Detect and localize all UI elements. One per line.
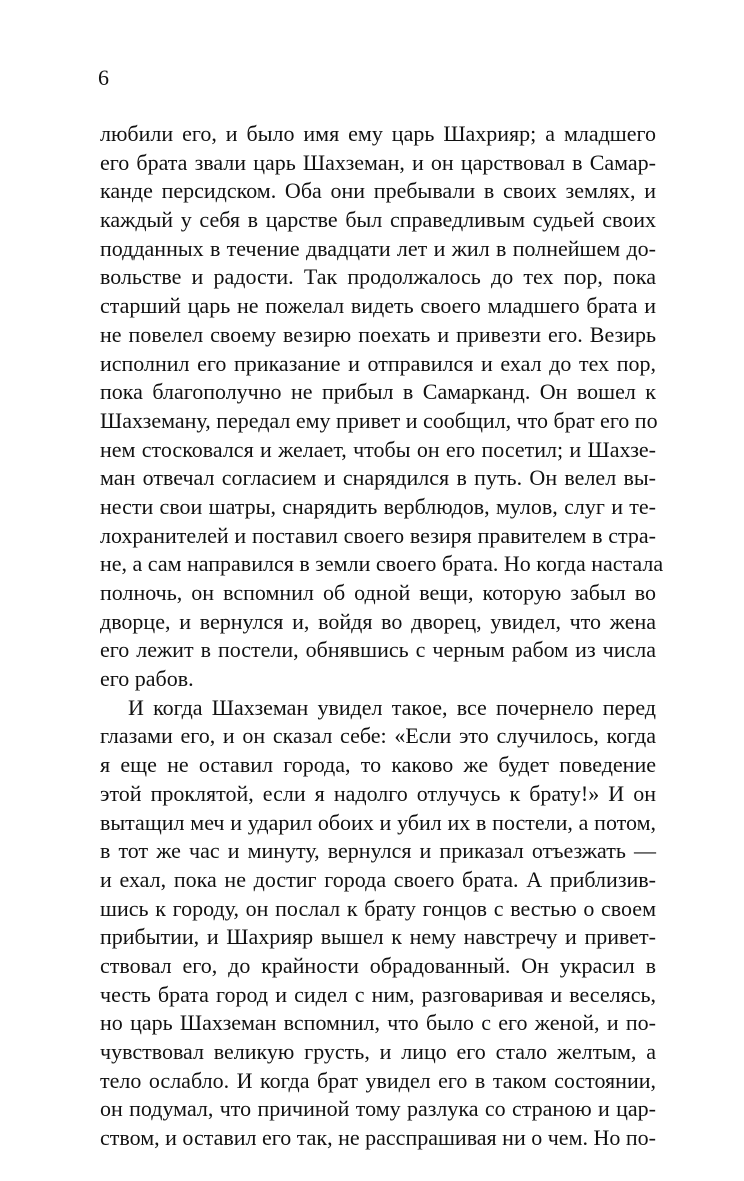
text-line: исполнил его приказание и отправился и ехал до тех пор, — [100, 350, 656, 376]
text-line: полночь, он вспомнил об одной вещи, которую забыл во — [100, 580, 656, 605]
text-line: нем стосковался и желает, чтобы он его посетил; и Шахзе- — [100, 436, 656, 462]
text-line: его лежит в постели, обнявшись с черным рабом из числа — [100, 637, 656, 663]
text-line: вытащил меч и ударил обоих и убил их в постели, а потом, — [100, 809, 656, 835]
text-line: тело ослабло. И когда брат увидел его в таком состоянии, — [100, 1067, 656, 1093]
text-line: чувствовал великую грусть, и лицо его стало желтым, а — [100, 1039, 656, 1064]
paragraph-start-line: И когда Шахземан увидел такое, все почернело перед — [128, 694, 656, 720]
text-line: не, а сам направился в земли своего брата. Но когда настала — [100, 551, 664, 577]
text-line: шись к городу, он послал к брату гонцов с вестью о своем — [100, 895, 656, 921]
text-line: любили его, и было имя ему царь Шахрияр; а младшего — [100, 121, 656, 146]
text-line: ством, и оставил его так, не расспрашивая ни о чем. Но по- — [100, 1125, 656, 1151]
text-line: нести свои шатры, снарядить верблюдов, мулов, слуг и те- — [100, 493, 656, 519]
text-line: не повелел своему везирю поехать и привезти его. Везирь — [100, 321, 656, 347]
text-line: его рабов. — [100, 666, 194, 692]
text-line: Шахземану, передал ему привет и сообщил, что брат его по — [100, 407, 658, 433]
text-line: ствовал его, до крайности обрадованный. Он украсил в — [100, 952, 656, 978]
text-line: подданных в течение двадцати лет и жил в полнейшем до- — [100, 235, 656, 261]
text-line: в тот же час и минуту, вернулся и приказал отъезжать — — [100, 838, 656, 864]
text-line: каждый у себя в царстве был справедливым судьей своих — [100, 207, 656, 233]
page-number: 6 — [98, 65, 109, 90]
text-line: старший царь не пожелал видеть своего младшего брата и — [100, 293, 656, 319]
text-line: вольстве и радости. Так продолжалось до тех пор, пока — [100, 264, 656, 290]
text-line: прибытии, и Шахрияр вышел к нему навстречу и привет- — [100, 924, 656, 950]
text-line: этой проклятой, если я надолго отлучусь к брату!» И он — [100, 780, 656, 806]
text-line: ман отвечал согласием и снарядился в путь. Он велел вы- — [100, 465, 656, 491]
text-line: лохранителей и поставил своего везиря правителем в стра- — [100, 522, 656, 548]
text-line: его брата звали царь Шахземан, и он царствовал в Самар- — [100, 149, 656, 175]
text-line: честь брата город и сидел с ним, разговаривая и веселясь, — [100, 981, 656, 1007]
text-line: дворце, и вернулся и, войдя во дворец, увидел, что жена — [100, 608, 656, 634]
text-line: но царь Шахземан вспомнил, что было с его женой, и по- — [100, 1010, 656, 1036]
text-line: я еще не оставил города, то каково же будет поведение — [100, 752, 656, 778]
text-line: и ехал, пока не достиг города своего брата. А приблизив- — [100, 866, 656, 892]
text-line: пока благополучно не прибыл в Самарканд. Он вошел к — [100, 379, 656, 405]
text-line: канде персидском. Оба они пребывали в своих землях, и — [100, 178, 656, 204]
body-text — [100, 120, 664, 1153]
text-line: он подумал, что причиной тому разлука со страною и цар- — [100, 1096, 656, 1122]
text-line: глазами его, и он сказал себе: «Если это случилось, когда — [100, 723, 656, 749]
